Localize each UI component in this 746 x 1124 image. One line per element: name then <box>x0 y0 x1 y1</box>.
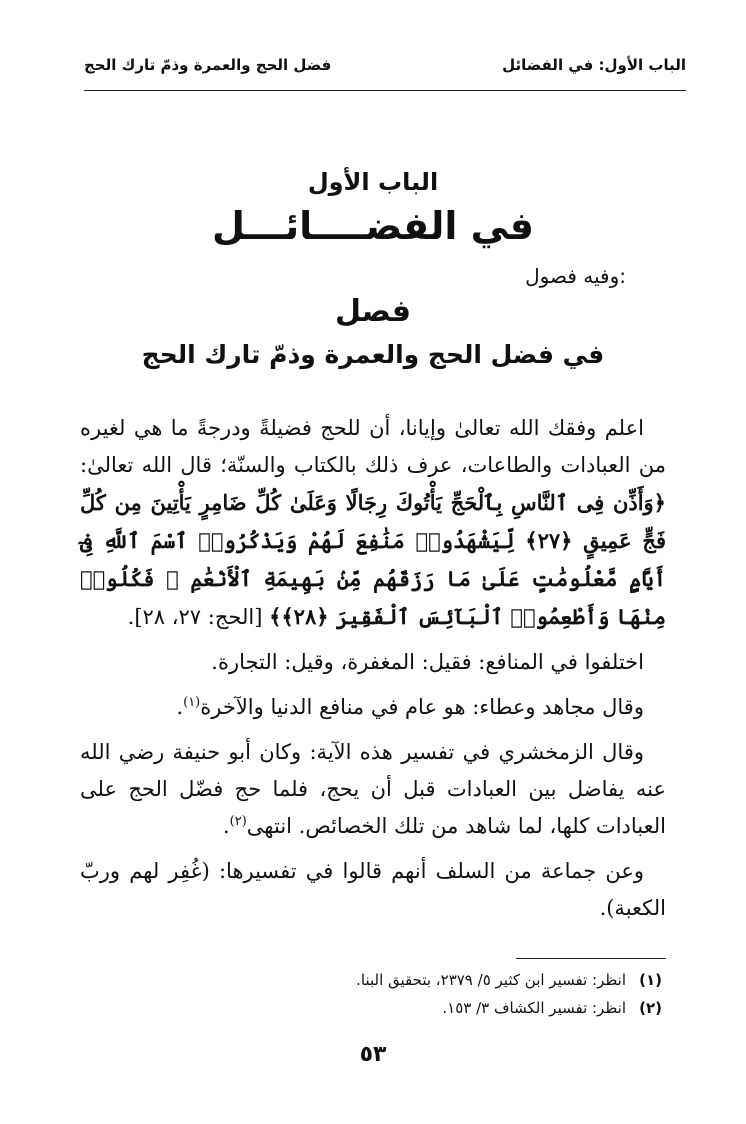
footnote-1-text: انظر: تفسير ابن كثير ٥/ ٢٣٧٩، بتحقيق البنا. <box>356 971 626 989</box>
footnotes <box>80 966 662 1022</box>
running-header-section: فضل الحج والعمرة وذمّ تارك الحج <box>84 56 332 74</box>
paragraph-4-text: وقال الزمخشري في تفسير هذه الآية: وكان أبو حنيفة رضي الله عنه يفاضل بين العبادات قبل أن يحج، فلما حج فضّل الحج على العبادات كلها، لما شاهد من تلك الخصائص. انتهى <box>80 740 666 838</box>
footnote-1 <box>80 966 662 994</box>
page-number: ٥٣ <box>359 1042 387 1067</box>
chapter-label: الباب الأول <box>307 168 439 196</box>
footnote-2-number: (٢) <box>639 999 662 1017</box>
paragraph-4 <box>80 734 666 845</box>
paragraph-3-end: . <box>176 695 184 719</box>
paragraph-4-end: . <box>222 814 230 838</box>
footnote-ref-1: (١) <box>183 695 201 710</box>
paragraph-2: اختلفوا في المنافع: فقيل: المغفرة، وقيل: التجارة. <box>211 650 644 674</box>
main-text <box>80 410 666 935</box>
quran-verse: ﴿وَأَذِّن فِى ٱلنَّاسِ بِٱلْحَجِّ يَأْتُوكَ رِجَالًا وَعَلَىٰ كُلِّ ضَامِرٍ يَأْتِينَ مِن كُلِّ فَجٍّ عَمِيقٍ ﴿٢٧﴾ لِّيَشْهَدُوا۟ مَنَٰفِعَ لَهُمْ وَيَذْكُرُوا۟ ٱسْمَ ٱللَّهِ فِىٓ أَيَّامٍ مَّعْلُومَٰتٍ عَلَىٰ مَا رَزَقَهُم مِّنۢ بَهِيمَةِ ٱلْأَنْعَٰمِ ۖ فَكُلُوا۟ مِنْهَا وَأَطْعِمُوا۟ ٱلْبَآئِسَ ٱلْفَقِيرَ ﴿٢٨﴾﴾ <box>80 490 667 629</box>
chapter-title: في الفضــــائـــل <box>211 204 535 248</box>
paragraph-1 <box>80 410 666 636</box>
running-header-chapter: الباب الأول: في الفضائل <box>502 56 686 74</box>
section-subtitle: في فضل الحج والعمرة وذمّ تارك الحج <box>141 340 605 369</box>
header-divider <box>84 90 686 91</box>
paragraph-3 <box>80 689 666 726</box>
paragraph-3-text: وقال مجاهد وعطاء: هو عام في منافع الدنيا والآخرة <box>200 695 644 719</box>
chapter-intro: وفيه فصول: <box>525 264 626 288</box>
footnote-2 <box>80 994 662 1022</box>
footnote-1-number: (١) <box>639 971 662 989</box>
verse-reference: [الحج: ٢٧، ٢٨]. <box>127 605 270 629</box>
footnote-ref-2: (٢) <box>229 814 247 829</box>
paragraph-5: وعن جماعة من السلف أنهم قالوا في تفسيرها: (غُفِر لهم وربّ الكعبة). <box>80 859 666 920</box>
paragraph-1-text: اعلم وفقك الله تعالىٰ وإيانا، أن للحج فضيلةً ودرجةً ما هي لغيره من العبادات والطاعات، عرف ذلك بالكتاب والسنّة؛ قال الله تعالىٰ: <box>80 416 666 477</box>
footnote-2-text: انظر: تفسير الكشاف ٣/ ١٥٣. <box>442 999 626 1017</box>
section-title: فصل <box>335 294 411 329</box>
footnote-divider <box>516 958 666 959</box>
